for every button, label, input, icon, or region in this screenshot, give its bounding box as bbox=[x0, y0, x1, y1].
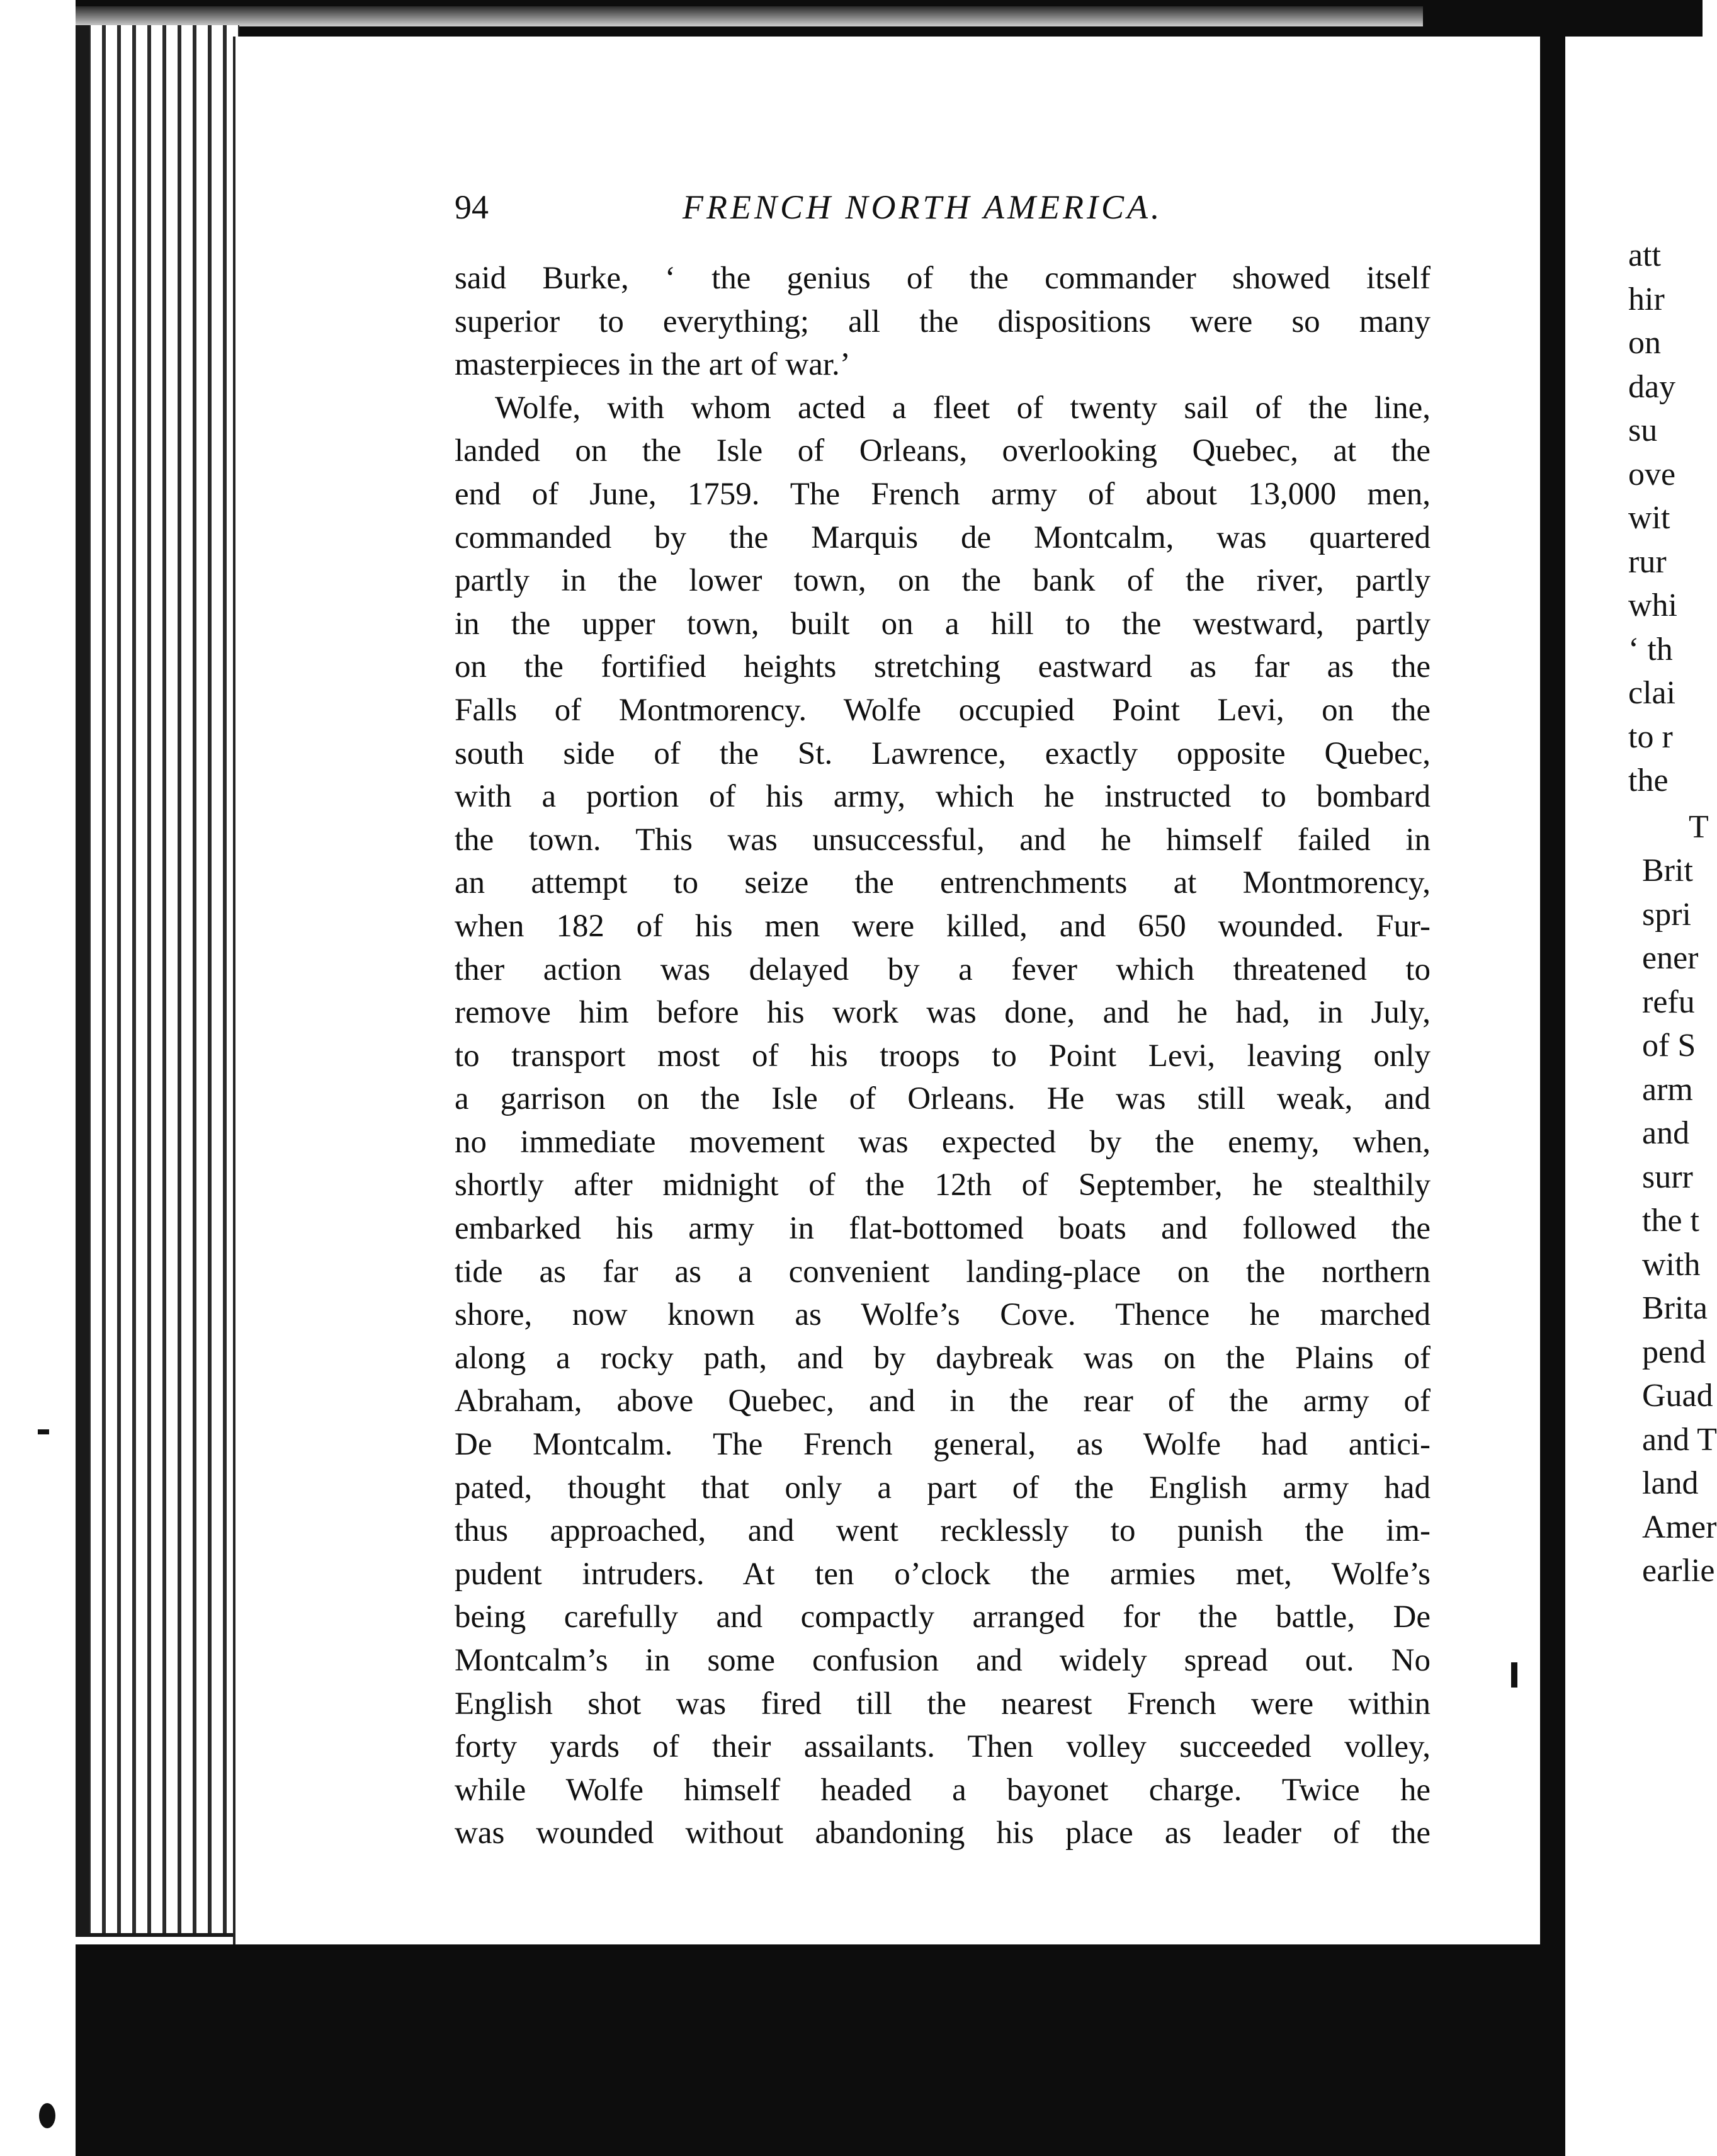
facing-text-fragment: rur bbox=[1628, 543, 1667, 580]
text-line: partly in the lower town, on the bank of the river, partly bbox=[455, 563, 1431, 599]
text-line: in the upper town, built on a hill to the westward, partly bbox=[455, 606, 1431, 642]
facing-text-fragment: to r bbox=[1628, 718, 1673, 755]
text-line: being carefully and compactly arranged for the battle, De bbox=[455, 1599, 1431, 1635]
text-line: south side of the St. Lawrence, exactly opposite Quebec, bbox=[455, 735, 1431, 771]
book-gutter bbox=[1538, 25, 1565, 2156]
facing-text-fragment: T bbox=[1689, 808, 1709, 845]
text-line: remove him before his work was done, and he had, in July, bbox=[455, 995, 1431, 1031]
text-line: masterpieces in the art of war.’ bbox=[455, 347, 851, 383]
facing-text-fragment: Brit bbox=[1642, 853, 1693, 888]
facing-text-fragment: wit bbox=[1628, 500, 1670, 536]
scan-bottom-border bbox=[76, 1944, 1539, 2156]
binding-shadow bbox=[76, 6, 1423, 26]
text-line: embarked his army in flat-bottomed boats and followed the bbox=[455, 1211, 1431, 1247]
facing-text-fragment: and T bbox=[1642, 1421, 1717, 1458]
text-line: was wounded without abandoning his place as leader of the bbox=[455, 1815, 1431, 1851]
facing-text-fragment: day bbox=[1628, 368, 1676, 405]
text-line: end of June, 1759. The French army of about 13,000 men, bbox=[455, 476, 1431, 512]
running-head: FRENCH NORTH AMERICA. bbox=[683, 188, 1163, 226]
facing-text-fragment: spri bbox=[1642, 896, 1691, 933]
text-line: with a portion of his army, which he instructed to bombard bbox=[455, 779, 1431, 815]
text-line: pated, thought that only a part of the English army had bbox=[455, 1470, 1431, 1506]
facing-text-fragment: land bbox=[1642, 1465, 1699, 1501]
text-line: superior to everything; all the dispositions were so many bbox=[455, 304, 1431, 339]
body-text bbox=[455, 257, 1431, 1855]
facing-text-fragment: the t bbox=[1642, 1203, 1699, 1239]
facing-text-fragment: refu bbox=[1642, 984, 1695, 1020]
facing-text-fragment: earlie bbox=[1642, 1553, 1715, 1589]
text-line: when 182 of his men were killed, and 650 wounded. Fur- bbox=[455, 908, 1431, 944]
facing-text-fragment: with bbox=[1642, 1246, 1701, 1283]
text-line: a garrison on the Isle of Orleans. He was still weak, and bbox=[455, 1081, 1431, 1117]
facing-text-fragment: arm bbox=[1642, 1071, 1693, 1108]
text-line: tide as far as a convenient landing-place on the northern bbox=[455, 1254, 1431, 1290]
facing-text-fragment: Brita bbox=[1642, 1290, 1708, 1326]
facing-text-fragment: ‘ th bbox=[1628, 631, 1673, 667]
text-line: pudent intruders. At ten o’clock the armies met, Wolfe’s bbox=[455, 1556, 1431, 1592]
text-line: said Burke, ‘ the genius of the commander showed itself bbox=[455, 261, 1431, 296]
text-line: Abraham, above Quebec, and in the rear of the army of bbox=[455, 1383, 1431, 1419]
scan-speck bbox=[1511, 1662, 1517, 1688]
book-cover-edge bbox=[76, 25, 89, 1933]
text-line: forty yards of their assailants. Then volley succeeded volley, bbox=[455, 1729, 1431, 1765]
body-paragraph bbox=[455, 257, 1431, 1855]
text-line: shore, now known as Wolfe’s Cove. Thence he marched bbox=[455, 1297, 1431, 1333]
text-line: English shot was fired till the nearest French were within bbox=[455, 1686, 1431, 1722]
text-line: Montcalm’s in some confusion and widely spread out. No bbox=[455, 1643, 1431, 1678]
text-line: to transport most of his troops to Point Levi, leaving only bbox=[455, 1038, 1431, 1074]
text-line: while Wolfe himself headed a bayonet charge. Twice he bbox=[455, 1772, 1431, 1808]
text-line: De Montcalm. The French general, as Wolfe had antici- bbox=[455, 1427, 1431, 1463]
facing-text-fragment: Guad bbox=[1642, 1378, 1713, 1414]
facing-text-fragment: att bbox=[1628, 237, 1661, 273]
text-line: landed on the Isle of Orleans, overlooking Quebec, at the bbox=[455, 433, 1431, 469]
text-line: commanded by the Marquis de Montcalm, was quartered bbox=[455, 519, 1431, 555]
facing-text-fragment: pend bbox=[1642, 1334, 1706, 1370]
text-line: Falls of Montmorency. Wolfe occupied Point Levi, on the bbox=[455, 692, 1431, 728]
text-line: ther action was delayed by a fever which threatened to bbox=[455, 951, 1431, 987]
scan-speck bbox=[39, 2103, 55, 2128]
scan-speck bbox=[38, 1429, 49, 1434]
text-line: shortly after midnight of the 12th of September, he stealthily bbox=[455, 1167, 1431, 1203]
page-number: 94 bbox=[455, 188, 489, 226]
page-edges-stack bbox=[76, 25, 239, 1937]
facing-text-fragment: whi bbox=[1628, 587, 1677, 623]
text-line: an attempt to seize the entrenchments at Montmorency, bbox=[455, 865, 1431, 901]
text-line: Wolfe, with whom acted a fleet of twenty sail of the line, bbox=[495, 390, 1431, 426]
facing-text-fragment: on bbox=[1628, 325, 1661, 361]
facing-page-fragment bbox=[1565, 37, 1717, 2156]
text-line: thus approached, and went recklessly to punish the im- bbox=[455, 1513, 1431, 1549]
facing-text-fragment: su bbox=[1628, 412, 1658, 448]
text-line: along a rocky path, and by daybreak was on the Plains of bbox=[455, 1340, 1431, 1376]
text-line: on the fortified heights stretching eastward as far as the bbox=[455, 649, 1431, 685]
facing-text-fragment: Amer bbox=[1642, 1509, 1717, 1545]
text-line: the town. This was unsuccessful, and he himself failed in bbox=[455, 822, 1431, 858]
text-line: no immediate movement was expected by the enemy, when, bbox=[455, 1124, 1431, 1160]
facing-text-fragment: the bbox=[1628, 763, 1669, 798]
facing-text-fragment: hir bbox=[1628, 281, 1665, 317]
facing-text-fragment: surr bbox=[1642, 1159, 1693, 1195]
facing-text-fragment: clai bbox=[1628, 675, 1676, 711]
facing-text-fragment: of S bbox=[1642, 1028, 1696, 1064]
facing-text-fragment: ener bbox=[1642, 940, 1699, 976]
facing-text-fragment: ove bbox=[1628, 456, 1676, 492]
facing-text-fragment: and bbox=[1642, 1115, 1690, 1151]
